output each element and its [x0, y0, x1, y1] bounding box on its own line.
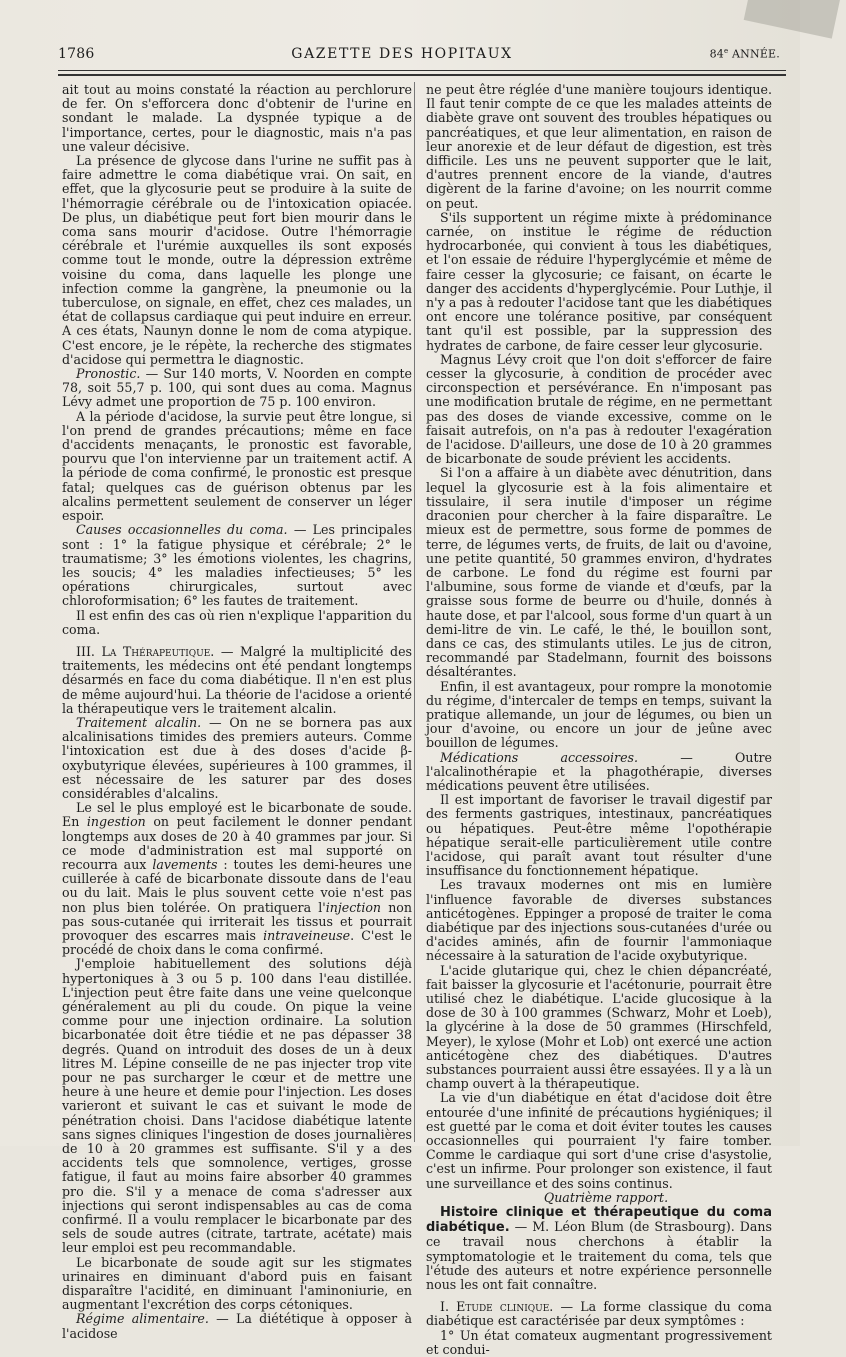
page-header: [58, 46, 780, 70]
paragraph: Les travaux modernes ont mis en lumière l'influence favorable de diverses substances anticétogènes. Eppinger a proposé de traiter le coma diabétique par des injections sous-cutanées d'urée ou d'acides aminés, afin de fournir l'ammoniaque nécessaire à la saturation de l'acide oxybutyrique.: [426, 877, 772, 964]
paragraph: ne peut être réglée d'une manière toujours identique. Il faut tenir compte de ce que les malades atteints de diabète grave ont souvent des troubles hépatiques ou pancréatiques, et que leur alimentation, en raison de leur anorexie et de leur défaut de digestion, est très difficile. Les uns ne peuvent supporter que le lait, d'autres prennent encore de la viande, d'autres digèrent de la farine d'avoine; on les nourrit comme on peut.: [426, 82, 772, 211]
paragraph: Il est important de favoriser le travail digestif par des ferments gastriques, intestinaux, pancréatiques ou hépatiques. Peut-être même l'opothérapie hépatique serait-elle particulièrement utile contre l'acidose, qui paraît avant tout résulter d'une insuffisance du fonctionnement hépatique.: [426, 792, 772, 879]
paragraph-text: — Malgré la multiplicité des traitements, les médecins ont été pendant longtemps désarmés en face du coma diabétique. Il n'en est plus de même aujourd'hui. La théorie de l'acidose a orienté la thérapeutique vers le traitement alcalin.: [62, 643, 413, 716]
paragraph: Si l'on a affaire à un diabète avec dénutrition, dans lequel la glycosurie est à la fois alimentaire et tissulaire, il sera inutile d'imposer un régime draconien pour chercher à la faire disparaître. Le mieux est de permettre, sous forme de pommes de terre, de légumes verts, de fruits, de lait ou d'avoine, une petite quantité, 50 grammes environ, d'hydrates de carbone. Le fond du régime est fourni par l'albumine, sous forme de viande et d'œufs, par la graisse sous forme de beurre ou d'huile, donnés à haute dose, et par l'alcool, sous forme d'un quart à un demi-litre de vin. Le café, le thé, le bouillon sont, dans ce cas, des stimulants utiles. Le jus de citron, recommandé par Stadelmann, fournit des boissons désaltérantes.: [426, 465, 772, 680]
paragraph: La vie d'un diabétique en état d'acidose doit être entourée d'une infinité de précautions hygiéniques; il est guetté par le coma et doit éviter toutes les causes occasionnelles qui pourraient l'y faire tomber. Comme le cardiaque qui sort d'une crise d'asystolie, c'est un infirme. Pour prolonger son existence, il faut une surveillance et des soins continus.: [426, 1090, 772, 1191]
paragraph: [62, 367, 412, 410]
paragraph: A la période d'acidose, la survie peut être longue, si l'on prend de grandes précautions; même en face d'accidents menaçants, le pronostic est favorable, pourvu que l'on intervienne par un traitement actif. A la période de coma confirmé, le pronostic est presque fatal; quelques cas de guérison obtenus par les alcalins permettent seulement de conserver un léger espoir.: [62, 408, 412, 524]
term-ingestion: ingestion: [86, 814, 146, 830]
paragraph-text: — On ne se bornera pas aux alcalinisations timides des premiers auteurs. Comme l'intoxication est due à des doses d'acide β-oxybutyrique élevées, supérieures à 100 grammes, il est nécessaire de les saturer par des doses considérables d'alcalins.: [62, 714, 412, 801]
paragraph-text: : toutes les demi-heures une cuillerée à café de bicarbonate dissoute dans de l'eau ou du lait. Mais le plus souvent cette voie n'est pas non plus bien tolérée. On pratiquera l': [62, 856, 412, 915]
report-heading: Histoire clinique et thérapeutique du coma diabétique.: [426, 1205, 772, 1236]
paragraph-text: — Sur 140 morts, V. Noorden en compte 78, soit 55,7 p. 100, qui sont dues au coma. Magnus Lévy admet une proportion de 75 p. 100 environ.: [62, 366, 412, 410]
paragraph: Le bicarbonate de soude agit sur les stigmates urinaires en diminuant d'abord puis en faisant disparaître l'acidité, en diminuant l'aminoniurie, en augmentant l'excrétion des corps cétoniques.: [62, 1254, 412, 1313]
paragraph-text: — Les principales sont : 1° la fatigue physique et cérébrale; 2° le traumatisme; 3° les émotions violentes, les chagrins, les soucis; 4° les maladies infectieuses; 5° les opérations chirurgicales, surtout avec chloroformisation; 6° les fautes de traitement.: [62, 522, 412, 609]
paragraph-text: Le sel le plus employé est le bicarbonate de soude. En: [62, 800, 412, 830]
paragraph: [62, 716, 412, 801]
paragraph: [426, 751, 772, 794]
left-column: [62, 83, 412, 1341]
paragraph-text: — M. Léon Blum (de Strasbourg). Dans ce travail nous cherchons à établir la symptomatologie et le traitement du coma, tels que l'étude des auteurs et notre expérience personnelle nous les ont fait connaître.: [426, 1219, 772, 1293]
paragraph-text: on peut facilement le donner pendant longtemps aux doses de 20 à 40 grammes par jour. Si ce mode d'administration est mal supporté on recourra aux: [62, 814, 412, 872]
paragraph: [62, 1312, 412, 1340]
section-heading: III. La Thérapeutique.: [76, 643, 215, 659]
paragraph: ait tout au moins constaté la réaction au perchlorure de fer. On s'efforcera donc d'obtenir de l'urine en sondant le malade. La dyspnée typique a de l'importance, certes, pour le diagnostic, mais n'a pas une valeur décisive.: [62, 82, 412, 154]
paragraph: [426, 1205, 772, 1292]
paragraph: J'emploie habituellement des solutions déjà hypertoniques à 3 ou 5 p. 100 dans l'eau distillée. L'injection peut être faite dans une veine quelconque généralement au pli du coude. On pique la veine comme pour une injection ordinaire. La solution bicarbonatée doit être tiédie et ne pas dépasser 38 degrés. Quand on introduit des doses de un à deux litres M. Lépine conseille de ne pas injecter trop vite pour ne pas surcharger le cœur et de mettre une heure à une heure et demie pour l'injection. Les doses varieront et suivant le cas et suivant le mode de pénétration choisi. Dans l'acidose diabétique latente sans signes cliniques l'ingestion de doses journalières de 10 à 20 grammes est suffisante. S'il y a des accidents tels que somnolence, vertiges, grosse fatigue, il faut au moins faire absorber 40 grammes pro die. S'il y a menace de coma s'adresser aux injections qui seront indispensables au cas de coma confirmé. Il a voulu remplacer le bicarbonate par des sels de soude autres (citrate, tartrate, acétate) mais leur emploi est peu recommandable.: [62, 956, 412, 1256]
issue-label: [710, 47, 780, 61]
section-therapeutique: [62, 645, 412, 716]
label-pronostic: Pronostic.: [76, 366, 141, 382]
paragraph: S'ils supportent un régime mixte à prédominance carnée, on institue le régime de réduction hydrocarbonée, qui convient à tous les diabétiques, et l'on essaie de réduire l'hyperglycémie et même de faire cesser la glycosurie; ce faisant, on écarte le danger des accidents d'hyperglycémie. Pour Luthje, il n'y a pas à redouter l'acidose tant que les diabétiques ont encore une tolérance positive, par conséquent tant qu'il est possible, par la suppression des hydrates de carbone, de faire cesser leur glycosurie.: [426, 209, 772, 353]
column-divider: [414, 82, 415, 1142]
paragraph: 1° Un état comateux augmentant progressivement et condui-: [426, 1327, 772, 1357]
issue-word: ANNÉE.: [732, 48, 780, 61]
label-etude: I. Etude clinique.: [440, 1299, 554, 1315]
term-intraveineuse: intraveineuse: [263, 927, 351, 943]
header-rule-thin: [58, 70, 786, 71]
paragraph: Enfin, il est avantageux, pour rompre la monotomie du régime, d'intercaler de temps en temps, suivant la pratique allemande, un jour de légumes, ou bien un jour d'avoine, ou encore un jour de jeûne avec bouillon de légumes.: [426, 678, 772, 751]
paragraph: Magnus Lévy croit que l'on doit s'efforcer de faire cesser la glycosurie, à condition de procéder avec circonspection et persévérance. En n'imposant pas une modification brutale de régime, en ne permettant pas des doses de viande excessive, comme on le faisait autrefois, on n'a pas à redouter l'exagération de l'acidose. D'ailleurs, une dose de 10 à 20 grammes de bicarbonate de soude prévient les accidents.: [426, 351, 772, 467]
journal-title: GAZETTE DES HOPITAUX: [291, 46, 513, 62]
term-lavements: lavements: [152, 856, 218, 872]
paragraph: [62, 801, 412, 957]
report-title: Quatrième rapport.: [543, 1189, 669, 1205]
paragraph: Il est enfin des cas où rien n'explique l'apparition du coma.: [62, 607, 412, 637]
paragraph: [426, 1300, 772, 1328]
right-column: [426, 83, 772, 1357]
term-injection: injection: [325, 899, 382, 915]
page-corner-shadow: [744, 0, 846, 39]
paragraph-text: — La forme classique du coma diabétique est caractérisée par deux symptômes :: [426, 1299, 772, 1329]
paragraph-text: . C'est le procédé de choix dans le coma confirmé.: [62, 927, 412, 958]
paragraph: La présence de glycose dans l'urine ne suffit pas à faire admettre le coma diabétique vrai. On sait, en effet, que la glycosurie peut se produire à la suite de l'hémorragie cérébrale ou de l'intoxication opiacée. De plus, un diabétique peut fort bien mourir dans le coma sans mourir d'acidose. Outre l'hémorragie cérébrale et l'urémie auxquelles ils sont exposés comme tout le monde, outre la dépression extrême voisine du coma, dans laquelle les plonge une infection comme la gangrène, la pneumonie ou la tuberculose, on signale, en effet, chez ces malades, un état de collapsus cardiaque qui peut induire en erreur. A ces états, Naunyn donne le nom de coma atypique. C'est encore, je le répète, la recherche des stigmates d'acidose qui permettra le diagnostic.: [62, 153, 412, 367]
label-traitement: Traitement alcalin.: [76, 714, 202, 730]
paragraph-text: — La diététique à opposer à l'acidose: [62, 1311, 412, 1341]
page-number: 1786: [58, 46, 95, 62]
issue-superscript: e: [723, 47, 729, 56]
paragraph: L'acide glutarique qui, chez le chien dépancréaté, fait baisser la glycosurie et l'acétonurie, pourrait être utilisé chez le diabétique. L'acide glucosique à la dose de 30 à 100 grammes (Schwarz, Mohr et Loeb), la glycérine à la dose de 50 grammes (Hirschfeld, Meyer), le xylose (Mohr et Lob) ont exercé une action anticétogène chez des diabétiques. D'autres substances pourraient aussi être essayées. Il y a là un champ ouvert à la thérapeutique.: [426, 962, 772, 1092]
paragraph: [62, 523, 412, 608]
label-causes: Causes occasionnelles du coma.: [76, 522, 288, 538]
paragraph-text: non pas sous-cutanée qui irriterait les tissus et pourrait provoquer des escarres mais: [62, 899, 412, 943]
label-regime: Régime alimentaire.: [76, 1311, 209, 1327]
issue-number: 84: [709, 48, 724, 61]
paragraph-text: — Outre l'alcalinothérapie et la phagothérapie, diverses médications peuvent être utilisées.: [426, 749, 772, 793]
label-medications: Médications accessoires.: [440, 749, 638, 765]
header-rule-thick: [58, 74, 786, 76]
